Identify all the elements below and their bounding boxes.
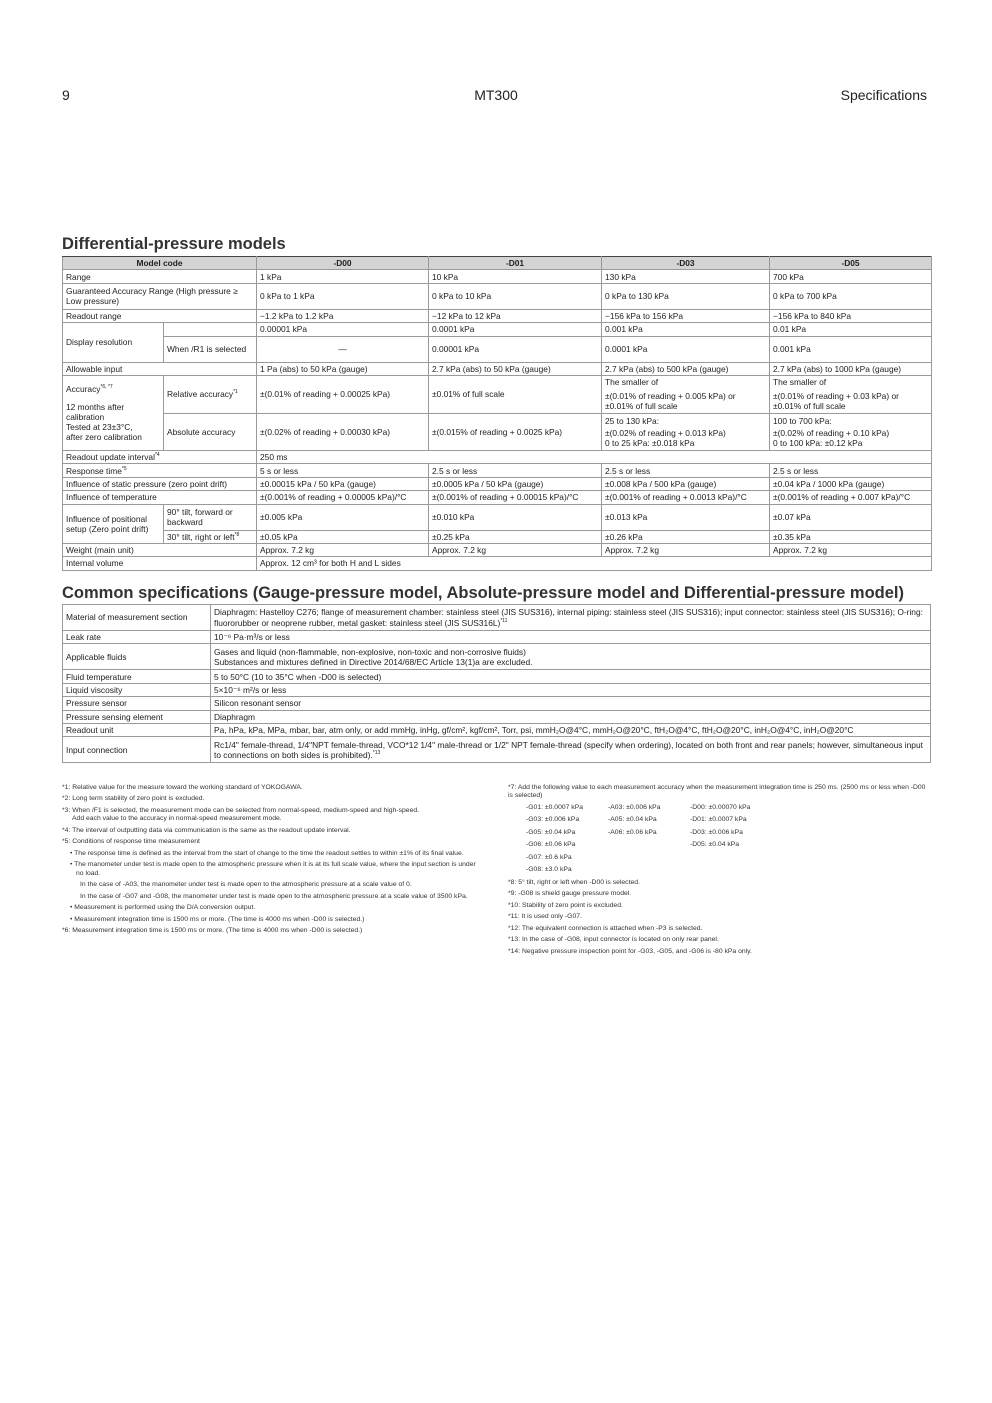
table-cell: 10 kPa (429, 270, 602, 283)
table-cell: ±0.013 kPa (602, 504, 770, 530)
row-note: after zero calibration (66, 432, 142, 443)
code-value (608, 841, 690, 849)
table-cell: 0 kPa to 1 kPa (257, 283, 429, 309)
table-row (63, 375, 932, 413)
table-cell: Approx. 7.2 kg (602, 543, 770, 556)
footnote-bullet: • Measurement integration time is 1500 ms or more. (The time is 4000 ms when -D00 is selected.) (70, 915, 365, 923)
table-cell: Approx. 12 cm³ for both H and L sides (257, 557, 932, 570)
table-cell: ±0.008 kPa / 500 kPa (gauge) (602, 477, 770, 490)
table-cell: 2.7 kPa (abs) to 1000 kPa (gauge) (770, 362, 932, 375)
table-cell: 0 kPa to 130 kPa (602, 283, 770, 309)
table-cell: ±(0.001% of reading + 0.00005 kPa)/°C (257, 491, 429, 504)
code-value: -G06: ±0.06 kPa (526, 841, 576, 849)
table-cell: 0 kPa to 700 kPa (770, 283, 932, 309)
code-value (608, 866, 690, 874)
cell-line: The smaller of (605, 377, 659, 388)
table-row (63, 323, 932, 336)
row-label: Readout unit (63, 723, 211, 736)
row-label: Weight (main unit) (63, 543, 257, 556)
table-cell: 2.7 kPa (abs) to 500 kPa (gauge) (602, 362, 770, 375)
row-label: Range (63, 270, 257, 283)
table-cell: ±0.010 kPa (429, 504, 602, 530)
row-note: Tested at 23±3°C, (66, 421, 133, 432)
footnotes-right (508, 784, 928, 959)
table-cell: ±0.04 kPa / 1000 kPa (gauge) (770, 477, 932, 490)
table-cell: Silicon resonant sensor (211, 697, 931, 710)
table-cell: 2.7 kPa (abs) to 50 kPa (gauge) (429, 362, 602, 375)
row-label: Influence of static pressure (zero point drift) (63, 477, 257, 490)
table-cell: 250 ms (257, 450, 932, 463)
table-cell: −12 kPa to 12 kPa (429, 309, 602, 322)
table-cell: 700 kPa (770, 270, 932, 283)
cell-line: Substances and mixtures defined in Directive 2014/68/EC Article 13(1)a are excluded. (214, 656, 533, 667)
relative-accuracy-label (164, 375, 257, 413)
table-row (63, 504, 932, 530)
footnote: *7: Add the following value to each measurement accuracy when the measurement integration time is 250 ms. (2500 ms or less when -D00 is selected) (508, 784, 926, 800)
table-cell: 0 kPa to 10 kPa (429, 283, 602, 309)
page-number: 9 (62, 87, 70, 103)
row-label: Material of measurement section (63, 605, 211, 631)
cell-line: ±(0.01% of reading + 0.005 kPa) or (605, 391, 736, 402)
footnote-ref: *8 (234, 531, 240, 538)
model-code-header: Model code (63, 257, 257, 270)
table-cell: 2.5 s or less (429, 464, 602, 477)
table-cell: ±0.07 kPa (770, 504, 932, 530)
table-cell: 0.00001 kPa (429, 336, 602, 362)
cell-line: ±(0.01% of reading + 0.03 kPa) or (773, 391, 899, 402)
table-row (63, 723, 931, 736)
cell-line: ±0.01% of full scale (773, 401, 846, 412)
row-label: Display resolution (63, 323, 164, 362)
table-row (63, 644, 931, 670)
table-row (63, 464, 932, 477)
row-label: Response time (66, 465, 122, 476)
table-cell: ±0.0005 kPa / 50 kPa (gauge) (429, 477, 602, 490)
code-value: -G05: ±0.04 kPa (526, 828, 576, 836)
table-row (63, 450, 932, 463)
table-cell: 5×10⁻⁶ m²/s or less (211, 683, 931, 696)
table-row (63, 697, 931, 710)
row-label: Readout update interval (66, 452, 155, 463)
accuracy-label-cell (63, 375, 164, 450)
table-row (63, 477, 932, 490)
code-value: -D01: ±0.0007 kPa (690, 816, 747, 824)
table-cell: Diaphragm (211, 710, 931, 723)
table-cell: 2.5 s or less (770, 464, 932, 477)
row-sublabel: 90° tilt, forward or backward (164, 504, 257, 530)
footnote: *13: In the case of -G08, input connector is located on only rear panel. (508, 936, 719, 944)
row-label: Accuracy (66, 383, 101, 394)
row-label-cell (63, 450, 257, 463)
table-cell: 5 s or less (257, 464, 429, 477)
table-cell: 10⁻⁶ Pa·m³/s or less (211, 631, 931, 644)
row-label: Influence of temperature (63, 491, 257, 504)
table-cell (770, 375, 932, 413)
table-cell: Approx. 7.2 kg (770, 543, 932, 556)
table-row (63, 336, 932, 362)
table-cell: ±(0.015% of reading + 0.0025 kPa) (429, 413, 602, 450)
table-cell: 0.0001 kPa (602, 336, 770, 362)
cell-text: Diaphragm: Hastelloy C276; flange of measurement chamber: stainless steel (JIS SUS316), internal piping: stainless steel (JIS SUS316); input connector: stainless steel (JIS SUS316); O-ring: fluororubber or neoprene rubber, metal gasket: stainless steel (JIS SUS316L) (214, 607, 923, 628)
document-title: MT300 (474, 87, 518, 103)
cell-line: 25 to 130 kPa: (605, 415, 660, 426)
footnote: *14: Negative pressure inspection point for -G03, -G05, and -G06 is -80 kPa only. (508, 947, 752, 955)
section-name: Specifications (840, 87, 927, 103)
footnote: *6: Measurement integration time is 1500 ms or more. (The time is 4000 ms when -D00 is selected.) (62, 927, 363, 935)
table-cell: 2.5 s or less (602, 464, 770, 477)
table-cell: Approx. 7.2 kg (429, 543, 602, 556)
table-row (63, 309, 932, 322)
footnote-ref: *4 (154, 452, 160, 459)
cell-line: ±0.01% of full scale (605, 401, 678, 412)
row-label: Internal volume (63, 557, 257, 570)
cell-line: 0 to 100 kPa: ±0.12 kPa (773, 437, 863, 448)
row-label: Allowable input (63, 362, 257, 375)
table-row (63, 362, 932, 375)
table-row (63, 737, 931, 763)
cell-line: Gases and liquid (non-flammable, non-explosive, non-toxic and non-corrosive fluids) (214, 646, 526, 657)
footnote: *8: 5° tilt, right or left when -D00 is selected. (508, 878, 640, 886)
row-sublabel: Absolute accuracy (164, 413, 257, 450)
table-cell: ±(0.001% of reading + 0.0013 kPa)/°C (602, 491, 770, 504)
footnote-ref: *13 (372, 750, 381, 757)
row-label: Influence of positional setup (Zero point drift) (63, 504, 164, 543)
common-spec-table (62, 604, 931, 763)
model-d05-header: -D05 (770, 257, 932, 270)
cell-line: The smaller of (773, 377, 827, 388)
code-value (608, 854, 690, 862)
table-row (63, 491, 932, 504)
integration-code-grid (508, 804, 928, 875)
code-value: -G03: ±0.006 kPa (526, 816, 580, 824)
table-cell: ±0.005 kPa (257, 504, 429, 530)
cell-line: 100 to 700 kPa: (773, 415, 832, 426)
table-row (63, 710, 931, 723)
row-sublabel (164, 323, 257, 336)
row-label: Guaranteed Accuracy Range (High pressure ≥ Low pressure) (63, 283, 257, 309)
row-sublabel: Relative accuracy (167, 389, 234, 400)
table-cell (602, 375, 770, 413)
table-cell: ±0.25 kPa (429, 530, 602, 543)
table-cell: 1 kPa (257, 270, 429, 283)
model-d01-header: -D01 (429, 257, 602, 270)
row-sublabel: 30° tilt, right or left (167, 531, 235, 542)
common-heading: Common specifications (Gauge-pressure model, Absolute-pressure model and Differential-pressure model) (62, 584, 904, 602)
code-value: -A06: ±0.06 kPa (608, 828, 657, 836)
footnote: *11: It is used only -G07. (508, 913, 582, 921)
table-row (63, 683, 931, 696)
code-value: -D03: ±0.006 kPa (690, 828, 743, 836)
row-note: 12 months after calibration (66, 401, 125, 422)
code-value: -G01: ±0.0007 kPa (526, 803, 584, 811)
footnote-bullet: • Measurement is performed using the D/A conversion output. (70, 904, 256, 912)
table-cell: ±0.35 kPa (770, 530, 932, 543)
code-value (690, 854, 780, 862)
table-cell: ±(0.001% of reading + 0.00015 kPa)/°C (429, 491, 602, 504)
cell-text: Rc1/4" female-thread, 1/4"NPT female-thread, VCO*12 1/4" male-thread or 1/2" NPT female-thread (specify when ordering), located on both front and rear panels; however, simultaneous input to connections on both sides is prohibited). (214, 739, 923, 760)
model-d00-header: -D00 (257, 257, 429, 270)
footnote-ref: *5 (121, 465, 127, 472)
footnote: *5: Conditions of response time measurement (62, 838, 200, 846)
table-row (63, 543, 932, 556)
cell-line: 0 to 25 kPa: ±0.018 kPa (605, 437, 695, 448)
table-row (63, 605, 931, 631)
code-value: -A05: ±0.04 kPa (608, 816, 657, 824)
footnote-ref: *1 (233, 389, 238, 396)
table-cell: ±0.00015 kPa / 50 kPa (gauge) (257, 477, 429, 490)
table-cell: −1.2 kPa to 1.2 kPa (257, 309, 429, 322)
table-cell: Approx. 7.2 kg (257, 543, 429, 556)
table-header-row (63, 257, 932, 270)
table-row (63, 670, 931, 683)
table-cell: 0.00001 kPa (257, 323, 429, 336)
table-cell: 5 to 50°C (10 to 35°C when -D00 is selected) (211, 670, 931, 683)
code-value (690, 866, 780, 874)
table-cell: −156 kPa to 840 kPa (770, 309, 932, 322)
footnote-ref: *6, *7 (100, 383, 113, 390)
differential-spec-table (62, 256, 932, 571)
row-sublabel-cell (164, 530, 257, 543)
footnote: *10: Stability of zero point is excluded. (508, 901, 623, 909)
footnote: *9: -G08 is shield gauge pressure model. (508, 890, 632, 898)
code-value: -D00: ±0.00070 kPa (690, 803, 751, 811)
table-cell: ±0.26 kPa (602, 530, 770, 543)
table-cell (211, 644, 931, 670)
table-row (63, 530, 932, 543)
footnote-text: Add each value to the accuracy in normal-speed measurement mode. (72, 815, 282, 823)
cell-line: ±(0.02% of reading + 0.10 kPa) (773, 427, 890, 438)
table-cell: 0.001 kPa (602, 323, 770, 336)
footnote-text: *3: When /F1 is selected, the measurement mode can be selected from normal-speed, medium-speed and high-speed. (62, 806, 420, 814)
code-value: -G08: ±3.0 kPa (526, 866, 572, 874)
table-cell (211, 737, 931, 763)
cell-line: ±(0.02% of reading + 0.013 kPa) (605, 427, 726, 438)
table-cell (770, 413, 932, 450)
footnote: *12: The equivalent connection is attached when -P3 is selected. (508, 924, 703, 932)
row-label: Liquid viscosity (63, 683, 211, 696)
footnotes-left (62, 784, 482, 939)
code-value: -G07: ±0.6 kPa (526, 853, 572, 861)
footnote-bullet: • The manometer under test is made open to the atmospheric pressure when it is at its full scale value, where the input section is under no load. (70, 861, 476, 877)
footnote-subnote: In the case of -A03, the manometer under test is made open to the atmospheric pressure at a scale value of 0. (80, 881, 412, 889)
table-row (63, 270, 932, 283)
table-cell: 0.01 kPa (770, 323, 932, 336)
table-cell: ±(0.01% of reading + 0.00025 kPa) (257, 375, 429, 413)
footnote-ref: *11 (500, 617, 508, 624)
code-value: -D05: ±0.04 kPa (690, 841, 740, 849)
table-cell: — (257, 336, 429, 362)
table-row (63, 557, 932, 570)
row-label: Input connection (63, 737, 211, 763)
row-label: Applicable fluids (63, 644, 211, 670)
row-label: Fluid temperature (63, 670, 211, 683)
table-row (63, 413, 932, 450)
table-cell: ±(0.02% of reading + 0.00030 kPa) (257, 413, 429, 450)
table-row (63, 283, 932, 309)
table-cell: ±0.01% of full scale (429, 375, 602, 413)
footnote (62, 807, 482, 824)
footnote-subnote: In the case of -G07 and -G08, the manometer under test is made open to the atmospheric pressure at a scale value of 3500 kPa. (80, 892, 468, 900)
row-label: Pressure sensing element (63, 710, 211, 723)
table-cell: ±0.05 kPa (257, 530, 429, 543)
table-cell: 130 kPa (602, 270, 770, 283)
table-cell (211, 605, 931, 631)
row-label: Leak rate (63, 631, 211, 644)
footnote-bullet: • The response time is defined as the interval from the start of change to the time the readout settles to within ±1% of its final value. (70, 849, 464, 857)
table-cell (602, 413, 770, 450)
model-d03-header: -D03 (602, 257, 770, 270)
code-value: -A03: ±0.006 kPa (608, 803, 661, 811)
table-cell: Pa, hPa, kPa, MPa, mbar, bar, atm only, or add mmHg, inHg, gf/cm², kgf/cm², Torr, psi, mmH₂O@4°C, mmH₂O@20°C, ftH₂O@4°C, ftH₂O@20°C, inH₂O@4°C, inH₂O@20°C (211, 723, 931, 736)
row-label: Readout range (63, 309, 257, 322)
row-label-cell (63, 464, 257, 477)
table-cell: 1 Pa (abs) to 50 kPa (gauge) (257, 362, 429, 375)
footnote: *1: Relative value for the measure toward the working standard of YOKOGAWA. (62, 784, 303, 791)
table-cell: 0.0001 kPa (429, 323, 602, 336)
footnote: *4: The interval of outputting data via communication is the same as the readout update interval. (62, 826, 351, 834)
table-cell: −156 kPa to 156 kPa (602, 309, 770, 322)
table-cell: 0.001 kPa (770, 336, 932, 362)
row-label: Pressure sensor (63, 697, 211, 710)
differential-heading: Differential-pressure models (62, 235, 286, 253)
table-cell: ±(0.001% of reading + 0.007 kPa)/°C (770, 491, 932, 504)
row-sublabel: When /R1 is selected (164, 336, 257, 362)
table-row (63, 631, 931, 644)
footnote: *2: Long term stability of zero point is excluded. (62, 795, 205, 803)
